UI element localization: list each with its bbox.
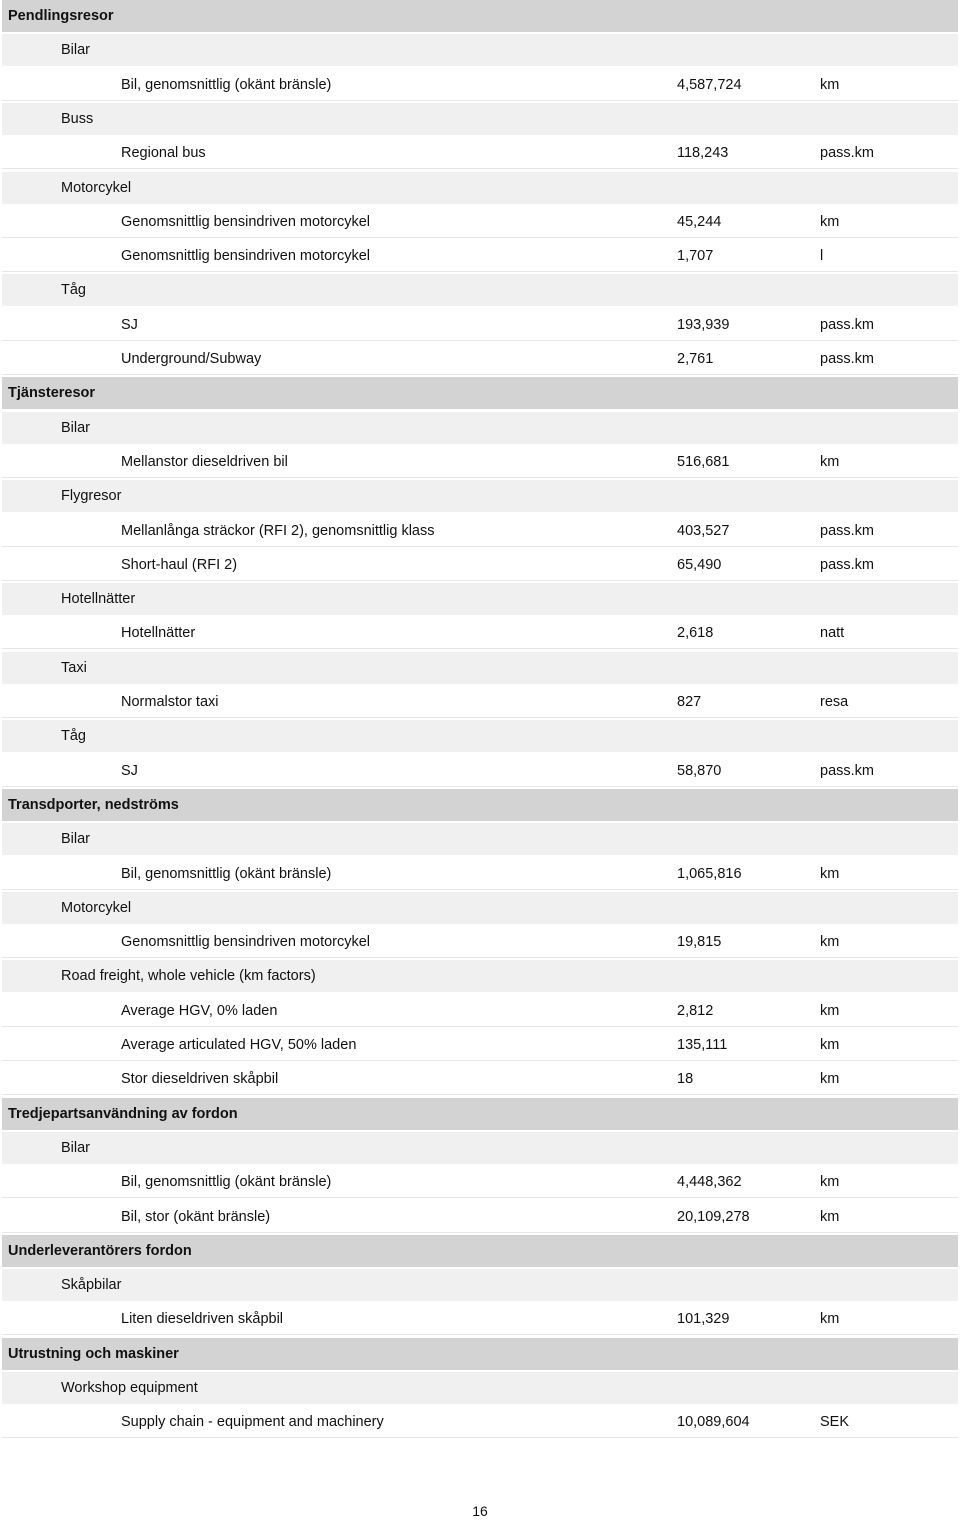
item-value: 4,587,724 [677,76,742,93]
table-row [2,343,958,375]
subcategory-header-row [2,1269,958,1301]
item-unit: km [820,1002,840,1019]
item-unit: l [820,248,824,265]
item-label: SJ [121,762,138,779]
item-label: Genomsnittlig bensindriven motorcykel [121,213,371,230]
category-header-row [2,1235,958,1267]
category-header-row [2,789,958,821]
subcategory-header-row [2,1372,958,1404]
item-value: 193,939 [677,316,730,333]
item-unit: km [820,1174,840,1191]
item-unit: SEK [820,1414,850,1431]
item-unit: resa [820,694,849,710]
item-label: Normalstor taxi [121,694,219,710]
table-row [2,206,958,238]
subcategory-header-row [2,652,958,684]
table-row [2,240,958,272]
section-label: Taxi [61,659,87,676]
section-label: Tredjepartsanvändning av fordon [8,1105,238,1122]
section-label: Buss [61,110,94,127]
item-value: 1,707 [677,248,714,265]
item-value: 2,812 [677,1002,714,1019]
table-row [2,995,958,1027]
item-label: Hotellnätter [121,625,196,642]
item-unit: pass.km [820,762,874,779]
subcategory-header-row [2,1132,958,1164]
table-row [2,69,958,101]
table-row [2,1029,958,1061]
subcategory-header-row [2,720,958,752]
item-unit: km [820,76,840,93]
item-label: Regional bus [121,145,206,162]
table-row [2,686,958,718]
subcategory-header-row [2,583,958,615]
subcategory-header-row [2,892,958,924]
subcategory-header-row [2,480,958,512]
item-unit: km [820,1311,840,1328]
table-row [2,309,958,341]
item-label: Average articulated HGV, 50% laden [121,1037,357,1053]
section-label: Bilar [61,419,91,436]
item-label: SJ [121,316,138,333]
item-label: Bil, genomsnittlig (okänt bränsle) [121,865,332,882]
item-unit: pass.km [820,145,874,162]
table-row [2,755,958,787]
item-label: Average HGV, 0% laden [121,1002,278,1019]
item-label: Supply chain - equipment and machinery [121,1414,384,1431]
item-unit: km [820,1071,840,1088]
subcategory-header-row [2,103,958,135]
item-label: Bil, genomsnittlig (okänt bränsle) [121,1174,332,1191]
table-row [2,446,958,478]
item-label: Bil, stor (okänt bränsle) [121,1208,271,1225]
page-number: 16 [472,1503,488,1519]
item-unit: pass.km [820,556,874,573]
subcategory-header-row [2,412,958,444]
item-value: 65,490 [677,556,722,573]
section-label: Bilar [61,42,91,59]
item-label: Stor dieseldriven skåpbil [121,1071,279,1088]
category-header-row [2,377,958,409]
item-unit: km [820,1037,840,1053]
item-label: Mellanstor dieseldriven bil [121,453,288,470]
item-value: 403,527 [677,522,730,539]
section-label: Bilar [61,831,91,848]
category-header-row [2,0,958,32]
item-unit: km [820,213,840,230]
table-row [2,515,958,547]
section-label: Tjänsteresor [8,385,96,402]
item-value: 45,244 [677,213,722,230]
section-label: Workshop equipment [61,1380,198,1396]
section-label: Skåpbilar [61,1277,122,1294]
section-label: Road freight, whole vehicle (km factors) [61,968,316,985]
item-value: 4,448,362 [677,1174,742,1191]
table-row [2,858,958,890]
table-row [2,1303,958,1335]
subcategory-header-row [2,172,958,204]
item-label: Underground/Subway [121,351,262,367]
item-label: Liten dieseldriven skåpbil [121,1311,284,1328]
section-label: Utrustning och maskiner [8,1345,179,1362]
table-row [2,617,958,649]
section-label: Flygresor [61,488,122,505]
item-unit: pass.km [820,316,874,333]
item-unit: km [820,865,840,882]
table-row [2,1406,958,1438]
section-label: Tåg [61,282,86,299]
category-header-row [2,1338,958,1370]
item-unit: pass.km [820,522,874,539]
section-label: Motorcykel [61,179,132,196]
item-label: Mellanlånga sträckor (RFI 2), genomsnittlig klass [121,522,435,539]
item-label: Short-haul (RFI 2) [121,556,238,573]
item-unit: km [820,934,840,951]
item-value: 118,243 [677,145,729,162]
item-value: 19,815 [677,934,722,951]
table-row [2,1063,958,1095]
item-value: 135,111 [677,1037,728,1053]
item-label: Genomsnittlig bensindriven motorcykel [121,248,371,265]
item-unit: natt [820,625,845,642]
item-label: Bil, genomsnittlig (okänt bränsle) [121,76,332,93]
section-label: Transdporter, nedströms [8,796,179,813]
table-row [2,926,958,958]
item-value: 516,681 [677,453,730,470]
section-label: Motorcykel [61,899,132,916]
item-value: 18 [677,1071,694,1088]
item-value: 101,329 [677,1311,730,1328]
subcategory-header-row [2,274,958,306]
item-unit: km [820,1208,840,1225]
item-value: 827 [677,694,702,710]
table-row [2,1201,958,1233]
subcategory-header-row [2,34,958,66]
table-row [2,549,958,581]
item-unit: km [820,453,840,470]
item-value: 20,109,278 [677,1208,750,1225]
table-row [2,137,958,169]
item-value: 58,870 [677,762,722,779]
item-value: 2,761 [677,351,714,367]
item-value: 10,089,604 [677,1414,750,1431]
item-unit: pass.km [820,351,874,367]
category-header-row [2,1098,958,1130]
subcategory-header-row [2,960,958,992]
section-label: Bilar [61,1139,91,1156]
item-value: 1,065,816 [677,865,742,882]
section-label: Hotellnätter [61,591,136,608]
item-label: Genomsnittlig bensindriven motorcykel [121,934,371,951]
subcategory-header-row [2,823,958,855]
section-label: Tåg [61,728,86,745]
item-value: 2,618 [677,625,714,642]
section-label: Pendlingsresor [8,8,114,24]
section-label: Underleverantörers fordon [8,1242,192,1259]
table-row [2,1166,958,1198]
